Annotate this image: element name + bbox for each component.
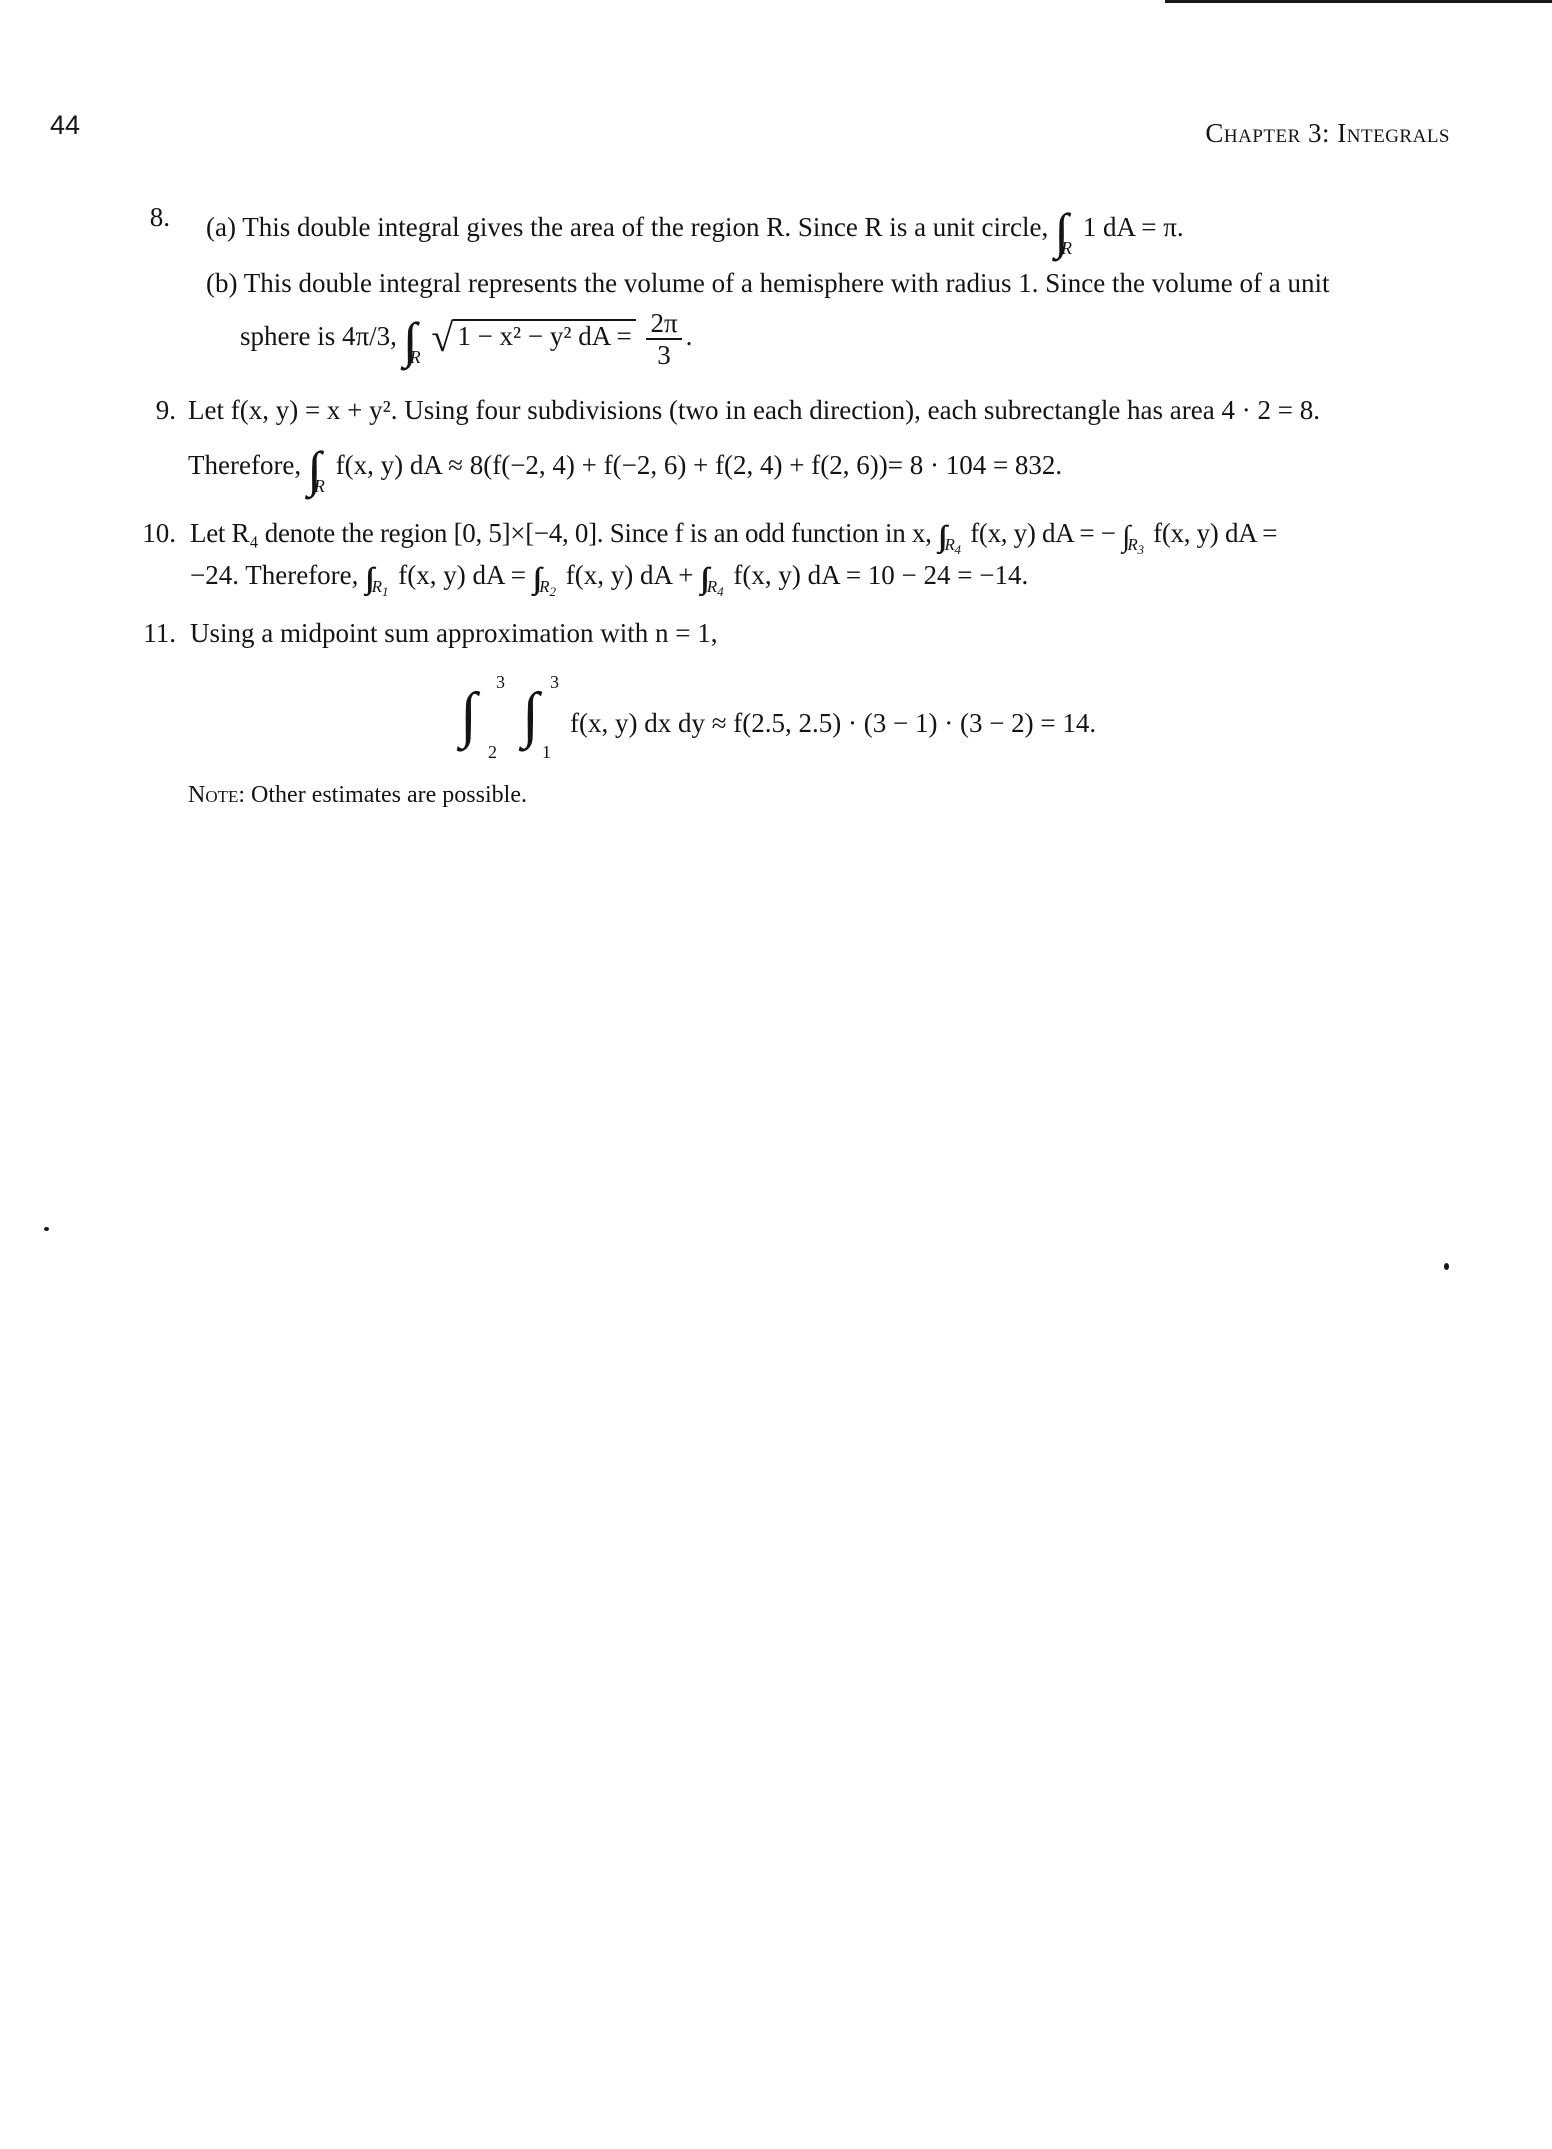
integral-icon: ∫ [522,681,539,749]
top-rule [1165,0,1552,3]
problem-8b-line2: sphere is 4π/3, $_R$ √ 1 − x² − y² dA = $\frac{2\pi}{3}$ . [240,308,693,370]
problem-10-text: −24. Therefore, [190,560,359,590]
problem-8a-math: 1 dA = π. [1082,212,1184,242]
problem-9-line1: Let f(x, y) = x + y². Using four subdivisions (two in each direction), each subrectangle has area 4 · 2 = 8. [188,395,1320,425]
problem-8b-text: This double integral represents the volume of a hemisphere with radius 1. Since the volume of a unit [243,268,1330,298]
problem-8b [206,268,1329,299]
problem-9-lead: Therefore, [188,450,302,480]
problem-10-math: f(x, y) dA + [565,560,694,590]
note [188,782,527,809]
problem-11-display: f(x, y) dx dy ≈ f(2.5, 2.5) · (3 − 1) · (3 − 2) = 14. [570,708,1097,738]
problem-10-line2 [190,560,1028,600]
problem-10-number: 10. [142,518,176,548]
region-label: R4 [944,535,961,557]
region-label: R2 [539,577,557,599]
double-integral-icon: ∫∫ [700,562,703,595]
upper-limit: 3 [496,672,505,692]
problem-10-math: f(x, y) dA = [1153,518,1278,548]
problem-11-number: 11. [143,618,176,648]
problem-11-line1: Using a midpoint sum approximation with n = 1, [190,618,718,648]
double-integral-icon: ∫∫ [365,562,368,595]
double-integral-icon: ∫∫ [938,520,941,553]
integral-icon: ∫ [460,681,477,749]
region-label: R1 [371,577,389,599]
scan-speck [1444,1263,1449,1270]
double-integral-icon: ∫∫ [532,562,536,595]
region-label: R [313,476,325,496]
problem-10-math: f(x, y) dA = − [970,518,1116,548]
problem-9-line2 [188,440,1062,498]
problem-8a-label: (a) [206,212,236,242]
fraction-numerator: 2π [646,308,681,340]
lower-limit: 2 [488,742,497,762]
page-number: 44 [50,110,81,140]
problem-10-text: Let R₄ denote the region [0, 5]×[−4, 0]. Since f is an odd function in x, [190,518,932,548]
problem-8b-text2: sphere is 4π/3, [240,321,397,352]
problem-8a-text: This double integral gives the area of the region R. Since R is a unit circle, [242,212,1049,242]
region-label: R3 [1127,535,1144,557]
region-label: R [409,347,421,368]
radical-icon: √ [431,315,454,361]
region-label: R [1061,238,1073,258]
problem-9-math: f(x, y) dA ≈ 8(f(−2, 4) + f(−2, 6) + f(2, 4) + f(2, 6))= 8 · 104 = 832. [335,450,1063,480]
radicand: 1 − x² − y² dA = [453,319,635,352]
fraction [646,308,681,370]
problem-10-line1 [190,518,1277,558]
scan-speck [44,1227,49,1231]
problem-10-math: f(x, y) dA = [398,560,526,590]
note-label: Note: [188,782,246,808]
upper-limit: 3 [550,672,559,692]
problem-8a [206,202,1184,260]
problem-8-number: 8. [149,202,170,232]
running-header: Chapter 3: Integrals [1205,118,1450,148]
problem-10-math: f(x, y) dA = 10 − 24 = −14. [733,560,1029,590]
problem-9-number: 9. [155,395,176,425]
lower-limit: 1 [542,742,551,762]
integral-icon: ∫ [1122,520,1124,553]
fraction-denominator: 3 [657,340,671,370]
region-label: R4 [706,577,724,599]
note-text: Other estimates are possible. [251,782,527,808]
problem-8b-label: (b) [206,268,238,298]
